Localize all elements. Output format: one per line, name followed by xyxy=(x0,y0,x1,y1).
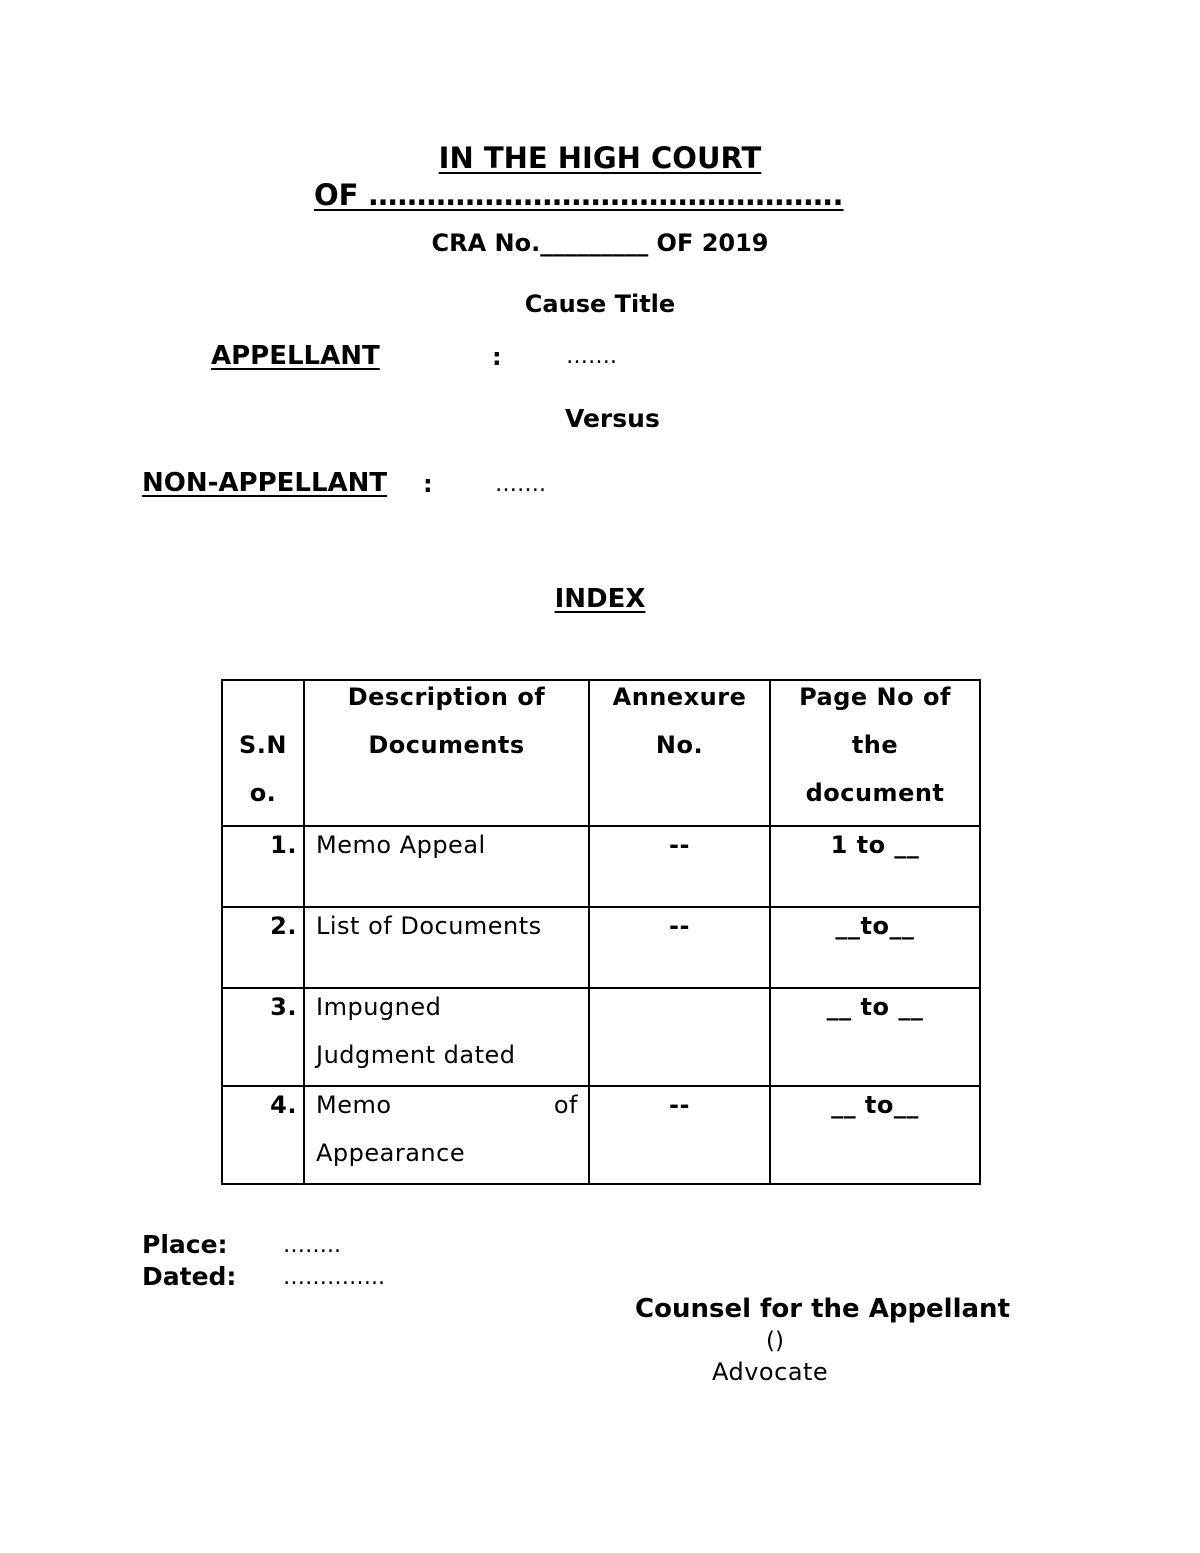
advocate-label: Advocate xyxy=(712,1358,829,1386)
appellant-colon: : xyxy=(492,343,502,371)
column-header-description: Description of Documents xyxy=(304,680,589,826)
appellant-label: APPELLANT xyxy=(211,341,380,371)
court-title-line2: OF …………………………………………. xyxy=(314,178,844,212)
non-appellant-value: ……. xyxy=(495,472,546,497)
row-sno: 2. xyxy=(222,907,304,988)
row-annexure: -- xyxy=(589,907,770,988)
table-header-row xyxy=(222,680,980,826)
row-page-range: __ to__ xyxy=(770,1086,980,1184)
index-table xyxy=(221,679,981,1185)
row-description: Memo of Appearance xyxy=(304,1086,589,1184)
dated-label: Dated: xyxy=(142,1262,237,1291)
column-header-sno: S.N o. xyxy=(222,680,304,826)
counsel-name-placeholder: () xyxy=(766,1328,784,1354)
non-appellant-colon: : xyxy=(423,470,433,498)
table-row xyxy=(222,907,980,988)
table-row xyxy=(222,1086,980,1184)
row-annexure: -- xyxy=(589,826,770,907)
court-title-line1: IN THE HIGH COURT xyxy=(438,141,762,175)
counsel-signature-title: Counsel for the Appellant xyxy=(635,1294,1010,1324)
row-page-range: __to__ xyxy=(770,907,980,988)
row-sno: 4. xyxy=(222,1086,304,1184)
row-description: Memo Appeal xyxy=(304,826,589,907)
row-sno: 1. xyxy=(222,826,304,907)
cause-title-heading: Cause Title xyxy=(524,290,676,318)
row-page-range: __ to __ xyxy=(770,988,980,1086)
index-heading: INDEX xyxy=(554,584,646,614)
table-row xyxy=(222,988,980,1086)
row-description: List of Documents xyxy=(304,907,589,988)
case-number: CRA No._________ OF 2019 xyxy=(431,229,769,257)
table-row xyxy=(222,826,980,907)
row-sno: 3. xyxy=(222,988,304,1086)
row-description: Impugned Judgment dated xyxy=(304,988,589,1086)
column-header-page: Page No of the document xyxy=(770,680,980,826)
row-page-range: 1 to __ xyxy=(770,826,980,907)
row-annexure: -- xyxy=(589,1086,770,1184)
dated-value: ………….. xyxy=(283,1265,385,1290)
place-value: …….. xyxy=(283,1233,341,1258)
versus-label: Versus xyxy=(565,404,660,433)
place-label: Place: xyxy=(142,1230,228,1259)
non-appellant-label: NON-APPELLANT xyxy=(142,468,388,498)
column-header-annexure: Annexure No. xyxy=(589,680,770,826)
appellant-value: ……. xyxy=(566,344,617,369)
row-annexure xyxy=(589,988,770,1086)
